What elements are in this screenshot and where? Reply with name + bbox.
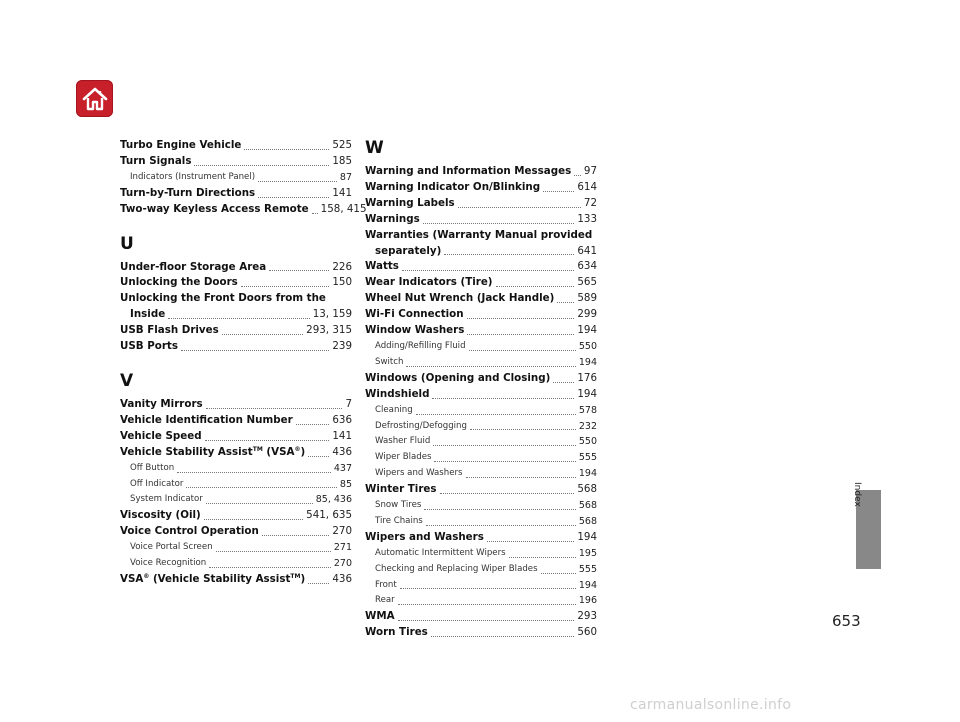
index-entry[interactable]: Watts 634 [365, 260, 597, 273]
index-entry[interactable]: Inside 13, 159 [130, 308, 352, 321]
index-entry-first-line: Warranties (Warranty Manual provided [365, 228, 593, 241]
index-subentry[interactable]: Voice Recognition 270 [130, 558, 352, 570]
index-entry[interactable]: Windows (Opening and Closing) 176 [365, 371, 597, 384]
t-entries [120, 138, 367, 218]
index-column-left [120, 138, 367, 588]
index-subentry[interactable]: Adding/Refilling Fluid 550 [375, 340, 597, 352]
index-entry[interactable]: Vanity Mirrors 7 [120, 397, 352, 410]
index-entry[interactable]: Warning and Information Messages 97 [365, 165, 597, 177]
index-entry[interactable]: Worn Tires 560 [365, 626, 597, 639]
index-subentry[interactable]: Voice Portal Screen 271 [130, 542, 352, 554]
index-entry[interactable]: Turbo Engine Vehicle 525 [120, 139, 352, 151]
index-subentry[interactable]: Snow Tires 568 [375, 500, 597, 512]
index-entry[interactable]: Warning Labels 72 [365, 196, 597, 209]
index-entry[interactable]: Warning Indicator On/Blinking 614 [365, 180, 597, 193]
index-entry[interactable]: Wi-Fi Connection 299 [365, 308, 597, 321]
index-tab-label: Index [852, 482, 862, 507]
index-entry[interactable]: VSA® (Vehicle Stability Assist™) 436 [120, 572, 352, 585]
page-number: 653 [832, 612, 861, 630]
home-button[interactable] [76, 80, 113, 117]
index-subentry[interactable]: Tire Chains 568 [375, 515, 597, 527]
index-entry[interactable]: Wear Indicators (Tire) 565 [365, 276, 597, 289]
index-entry[interactable]: Two-way Keyless Access Remote 158, 415 [120, 202, 367, 215]
index-entry[interactable]: Windshield 194 [365, 387, 597, 400]
index-entry[interactable]: Turn-by-Turn Directions 141 [120, 186, 352, 199]
index-entry[interactable]: Vehicle Stability Assist™ (VSA®) 436 [120, 445, 352, 458]
index-subentry[interactable]: Automatic Intermittent Wipers 195 [375, 547, 597, 559]
index-entry[interactable]: Wheel Nut Wrench (Jack Handle) 589 [365, 292, 597, 305]
index-entry[interactable]: Voice Control Operation 270 [120, 525, 352, 538]
index-subentry[interactable]: Indicators (Instrument Panel) 87 [130, 171, 352, 183]
index-entry[interactable]: Vehicle Identification Number 636 [120, 413, 352, 426]
index-subentry[interactable]: System Indicator 85, 436 [130, 494, 352, 506]
index-entry[interactable]: Winter Tires 568 [365, 483, 597, 496]
watermark: carmanualsonline.info [630, 697, 792, 713]
index-column-right [365, 138, 597, 641]
index-subentry[interactable]: Cleaning 578 [375, 404, 597, 416]
index-entry[interactable]: Vehicle Speed 141 [120, 429, 352, 442]
index-entry[interactable]: Window Washers 194 [365, 324, 597, 337]
index-entry[interactable]: USB Flash Drives 293, 315 [120, 324, 352, 337]
index-subentry[interactable]: Off Button 437 [130, 462, 352, 474]
index-entry[interactable]: Turn Signals 185 [120, 154, 352, 167]
index-subentry[interactable]: Wiper Blades 555 [375, 452, 597, 464]
index-entry[interactable]: Under-floor Storage Area 226 [120, 260, 352, 273]
index-subentry[interactable]: Wipers and Washers 194 [375, 468, 597, 480]
index-entry[interactable]: Wipers and Washers 194 [365, 530, 597, 543]
index-entry[interactable]: USB Ports 239 [120, 340, 352, 353]
index-entry[interactable]: Viscosity (Oil) 541, 635 [120, 509, 352, 522]
letter-heading-w: W [365, 138, 384, 158]
index-subentry[interactable]: Off Indicator 85 [130, 478, 352, 490]
index-subentry[interactable]: Defrosting/Defogging 232 [375, 420, 597, 432]
index-entry[interactable]: Unlocking the Doors 150 [120, 276, 352, 289]
index-subentry[interactable]: Switch 194 [375, 356, 597, 368]
index-subentry[interactable]: Checking and Replacing Wiper Blades 555 [375, 563, 597, 575]
index-entry[interactable]: separately) 641 [375, 244, 597, 257]
index-subentry[interactable]: Washer Fluid 550 [375, 436, 597, 448]
index-subentry[interactable]: Rear 196 [375, 595, 597, 607]
index-subentry[interactable]: Front 194 [375, 579, 597, 591]
home-icon [81, 86, 109, 112]
letter-heading-v: V [120, 370, 134, 391]
index-entry-first-line: Unlocking the Front Doors from the [120, 292, 326, 305]
index-entry[interactable]: WMA 293 [365, 610, 597, 623]
letter-heading-u: U [120, 233, 134, 254]
index-entry[interactable]: Warnings 133 [365, 212, 597, 225]
